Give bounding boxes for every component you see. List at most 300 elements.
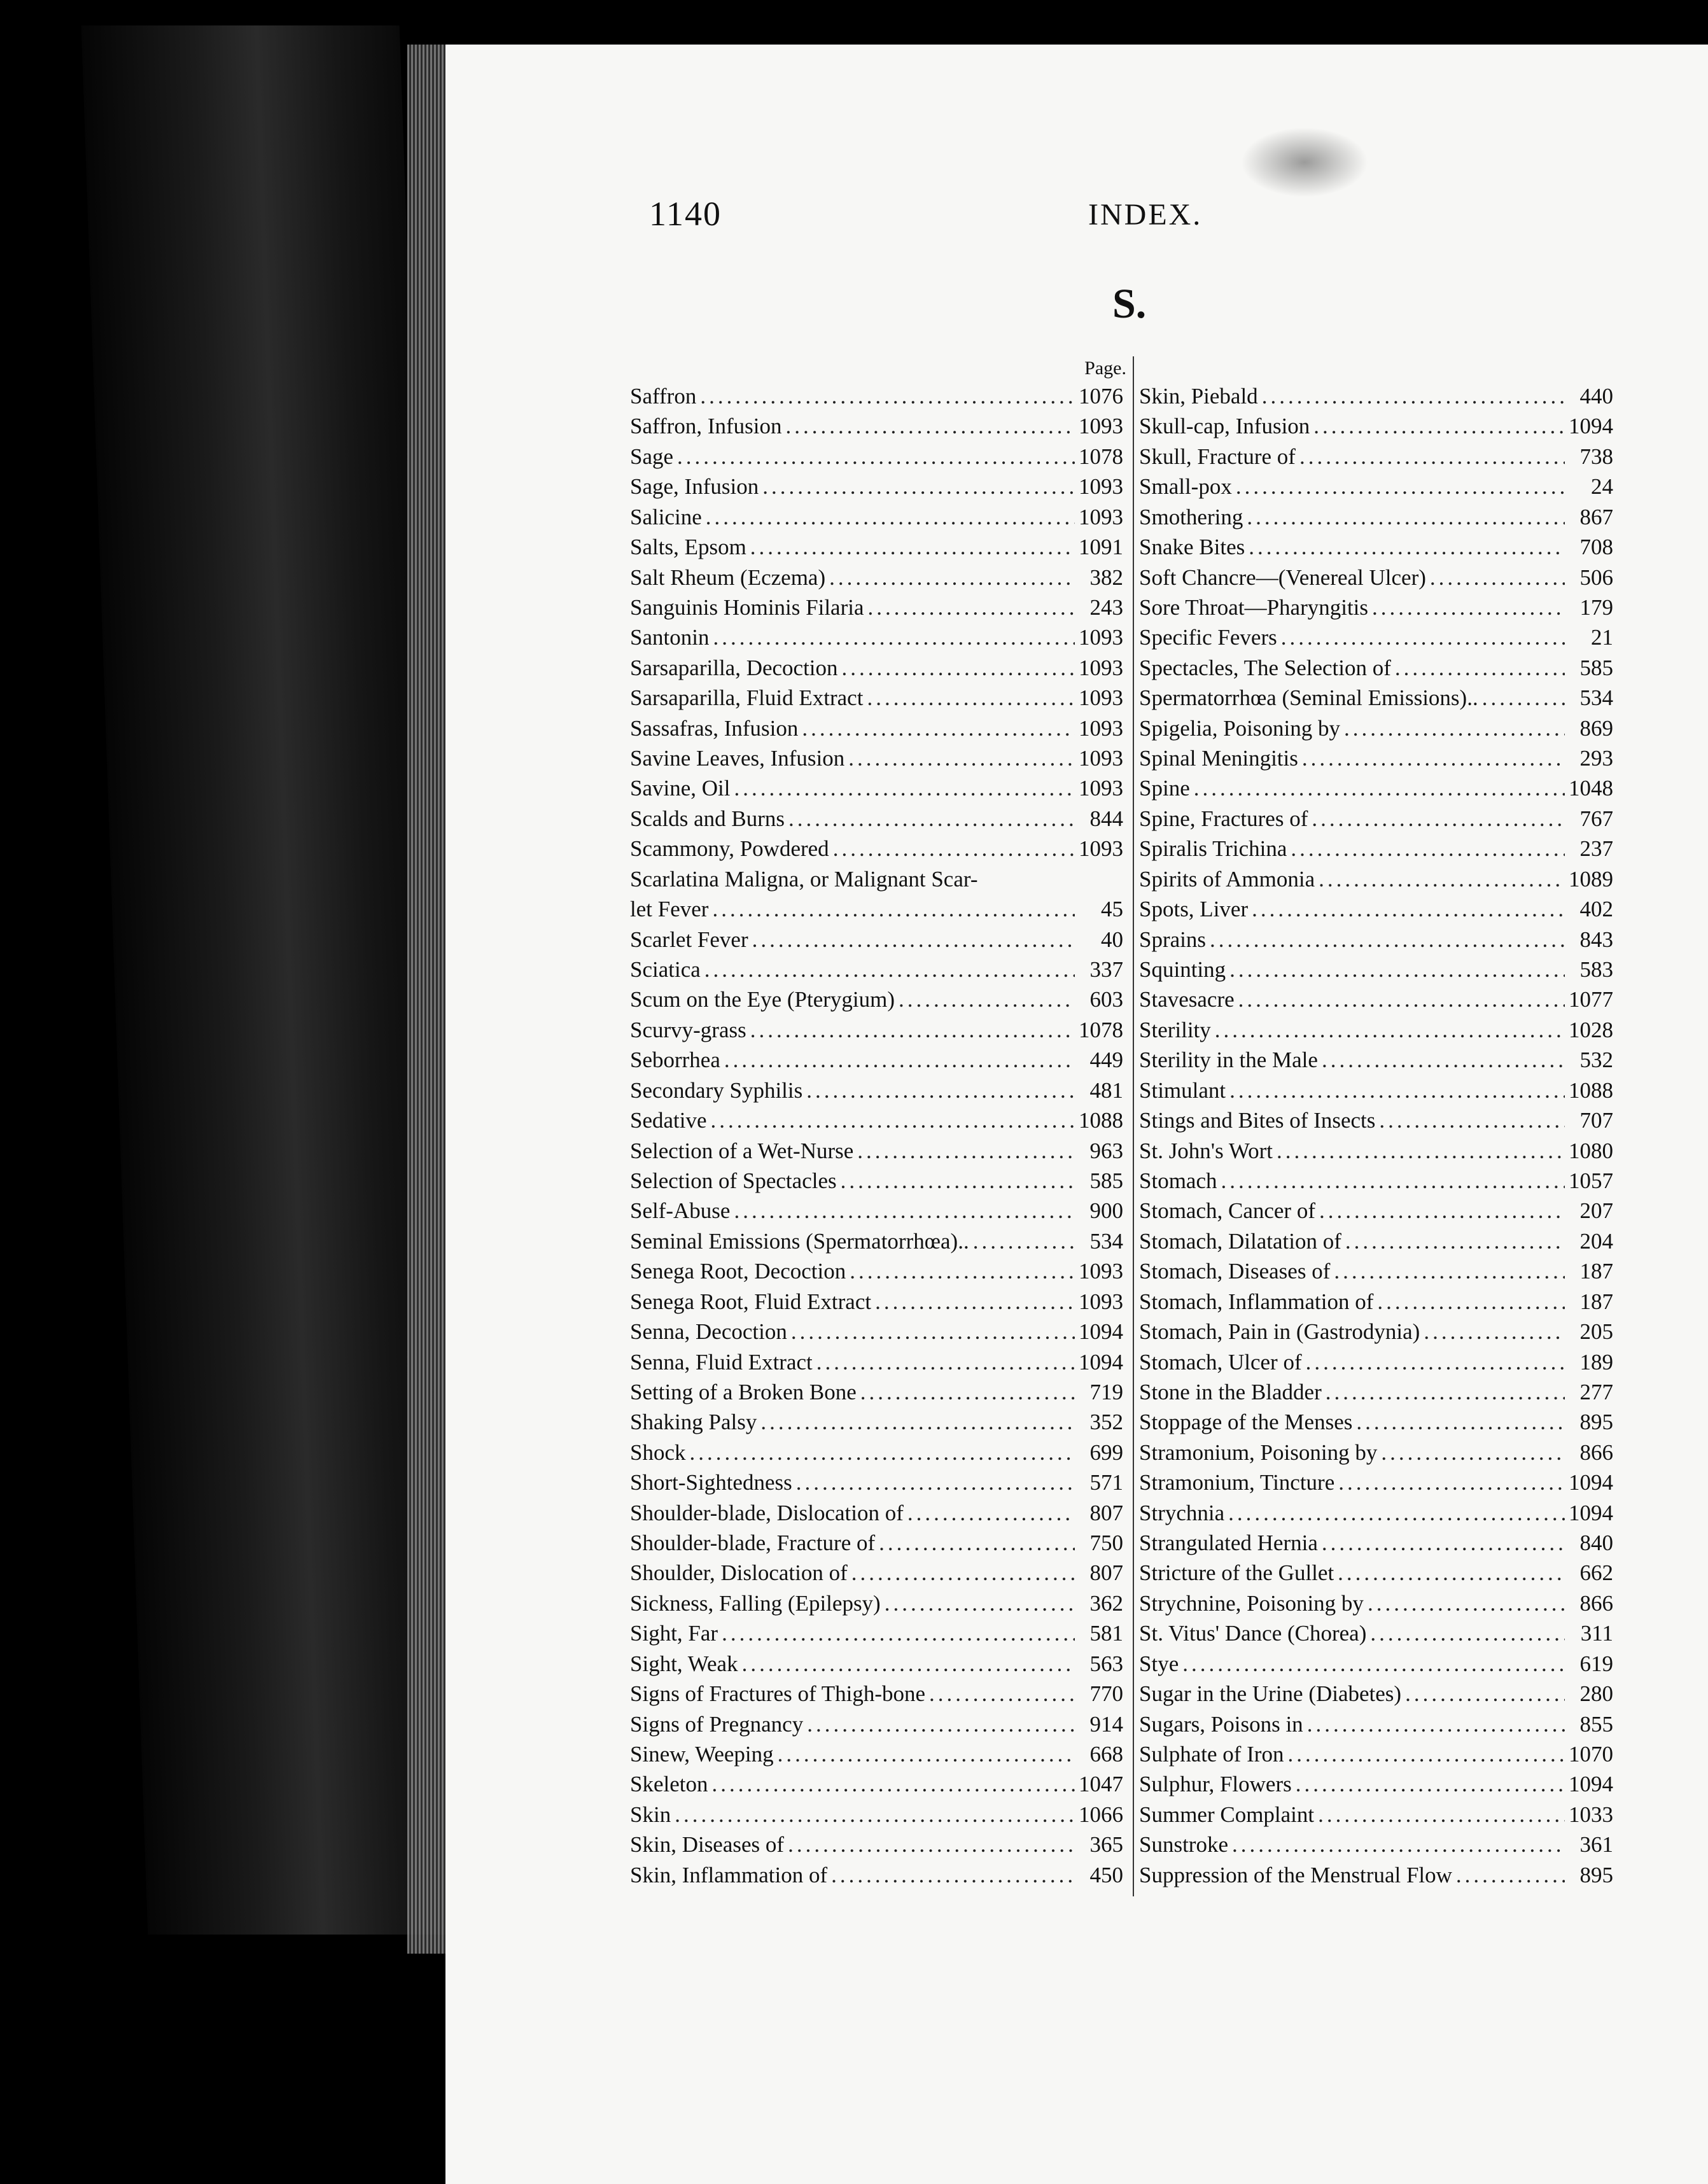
index-entry <box>630 1257 1123 1286</box>
entry-page: 204 <box>1579 1228 1613 1254</box>
index-entry <box>1139 1589 1613 1618</box>
dot-leader <box>1228 1499 1565 1528</box>
entry-page: 807 <box>1089 1560 1123 1586</box>
index-entry <box>630 1016 1123 1045</box>
entry-term: Senna, Decoction <box>630 1319 787 1345</box>
entry-page: 1078 <box>1079 1017 1123 1042</box>
dot-leader <box>1345 1227 1565 1256</box>
dot-leader <box>850 1257 1075 1286</box>
dot-leader <box>1344 714 1565 743</box>
entry-page: 1091 <box>1079 535 1123 560</box>
entry-term: Stye <box>1139 1651 1179 1676</box>
entry-term: Saffron <box>630 384 697 409</box>
entry-term: Senega Root, Decoction <box>630 1259 846 1284</box>
entry-term: Snake Bites <box>1139 535 1245 560</box>
dot-leader <box>1319 1196 1565 1226</box>
dot-leader <box>875 1287 1075 1317</box>
dot-leader <box>722 1619 1075 1648</box>
index-entry <box>630 1529 1123 1558</box>
dot-leader <box>1229 1076 1565 1105</box>
page-title: INDEX. <box>1088 198 1203 232</box>
index-entry <box>1139 1619 1613 1648</box>
entry-page: 1093 <box>1079 1259 1123 1284</box>
entry-page: 293 <box>1579 746 1613 771</box>
entry-term: Scum on the Eye (Pterygium) <box>630 987 895 1012</box>
index-entry <box>1139 472 1613 501</box>
dot-leader <box>1318 1800 1565 1830</box>
entry-term: Stricture of the Gullet <box>1139 1560 1334 1586</box>
entry-term: Stomach <box>1139 1168 1217 1193</box>
dot-leader <box>1277 1137 1565 1166</box>
entry-page: 843 <box>1579 927 1613 952</box>
dot-leader <box>1299 442 1565 472</box>
entry-page: 1080 <box>1569 1138 1613 1163</box>
index-entry <box>1139 1830 1613 1859</box>
index-entry <box>630 1740 1123 1769</box>
entry-term: Sugar in the Urine (Diabetes) <box>1139 1681 1402 1707</box>
dot-leader <box>1281 623 1565 652</box>
entry-page: 1094 <box>1569 1500 1613 1525</box>
entry-term: Spigelia, Poisoning by <box>1139 715 1340 741</box>
entry-term: Selection of Spectacles <box>630 1168 837 1193</box>
entry-page: 187 <box>1579 1289 1613 1314</box>
dot-leader <box>907 1499 1075 1528</box>
dot-leader <box>1319 865 1565 894</box>
index-entry <box>1139 1649 1613 1679</box>
entry-term: Sugars, Poisons in <box>1139 1711 1303 1737</box>
index-entry <box>1139 593 1613 622</box>
entry-term: Setting of a Broken Bone <box>630 1379 857 1404</box>
dot-leader <box>868 593 1075 622</box>
dot-leader <box>929 1679 1075 1709</box>
entry-page: 585 <box>1089 1168 1123 1193</box>
entry-term: Sickness, Falling (Epilepsy) <box>630 1590 881 1616</box>
index-entry <box>630 1679 1123 1709</box>
entry-term: Savine, Oil <box>630 776 731 801</box>
index-entry <box>1139 804 1613 834</box>
dot-leader <box>1381 1438 1565 1467</box>
entry-term: Spine, Fractures of <box>1139 806 1308 831</box>
index-entry <box>630 1649 1123 1679</box>
index-entry <box>630 1861 1123 1890</box>
index-entry <box>1139 1740 1613 1769</box>
index-entry <box>1139 865 1613 894</box>
dot-leader <box>1482 683 1565 713</box>
entry-page: 207 <box>1579 1198 1613 1224</box>
entry-term: Suppression of the Menstrual Flow <box>1139 1862 1452 1887</box>
dot-leader <box>1322 1046 1565 1075</box>
index-entry <box>1139 1016 1613 1045</box>
entry-page: 699 <box>1089 1439 1123 1465</box>
entry-term: Santonin <box>630 625 710 650</box>
dot-leader <box>1370 1619 1565 1648</box>
entry-page: 869 <box>1579 715 1613 741</box>
entry-page: 362 <box>1089 1590 1123 1616</box>
index-entry <box>630 623 1123 652</box>
entry-term: Strychnia <box>1139 1500 1225 1525</box>
index-entry <box>630 1317 1123 1347</box>
entry-term: let Fever <box>630 897 709 922</box>
entry-term: Self-Abuse <box>630 1198 731 1224</box>
index-entry <box>1139 1499 1613 1528</box>
index-entry <box>1139 1257 1613 1286</box>
dot-leader <box>796 1468 1075 1497</box>
entry-page: 855 <box>1579 1711 1613 1737</box>
entry-page: 1094 <box>1079 1349 1123 1375</box>
entry-page: 1093 <box>1079 776 1123 801</box>
index-entry <box>630 804 1123 834</box>
dot-leader <box>1312 804 1565 834</box>
entry-term: Sanguinis Hominis Filaria <box>630 594 864 620</box>
entry-page: 352 <box>1089 1410 1123 1435</box>
entry-term: Sulphur, Flowers <box>1139 1772 1292 1797</box>
index-entry <box>630 955 1123 984</box>
entry-term: Spinal Meningitis <box>1139 746 1298 771</box>
entry-term: Senega Root, Fluid Extract <box>630 1289 872 1314</box>
entry-term: Spiralis Trichina <box>1139 836 1287 862</box>
entry-page: 40 <box>1101 927 1123 952</box>
entry-page: 361 <box>1579 1832 1613 1858</box>
entry-page: 1093 <box>1079 625 1123 650</box>
dot-leader <box>788 1830 1075 1859</box>
dot-leader <box>1377 1287 1565 1317</box>
entry-term: Skull, Fracture of <box>1139 444 1296 469</box>
index-entry <box>1139 1137 1613 1166</box>
dot-leader <box>879 1529 1075 1558</box>
entry-page: 1089 <box>1569 866 1613 892</box>
index-entry <box>1139 1558 1613 1588</box>
index-entry <box>630 1558 1123 1588</box>
entry-term: Stomach, Ulcer of <box>1139 1349 1302 1375</box>
entry-page: 1093 <box>1079 715 1123 741</box>
entry-page: 895 <box>1579 1410 1613 1435</box>
index-entry <box>1139 774 1613 803</box>
entry-page: 506 <box>1579 564 1613 590</box>
entry-page: 719 <box>1089 1379 1123 1404</box>
dot-leader <box>1229 955 1565 984</box>
index-entry <box>630 593 1123 622</box>
entry-page: 237 <box>1579 836 1613 862</box>
dot-leader <box>1405 1679 1565 1709</box>
entry-term: Scarlatina Maligna, or Malignant Scar- <box>630 866 978 892</box>
entry-term: Squinting <box>1139 957 1226 983</box>
entry-page: 449 <box>1089 1047 1123 1073</box>
section-letter: S. <box>1112 281 1147 327</box>
entry-page: 277 <box>1579 1379 1613 1404</box>
dot-leader <box>1322 1529 1565 1558</box>
dot-leader <box>712 895 1075 924</box>
index-entry <box>630 774 1123 803</box>
dot-leader <box>1368 1589 1565 1618</box>
index-entry <box>1139 1106 1613 1135</box>
entry-term: Stomach, Dilatation of <box>1139 1228 1341 1254</box>
dot-leader <box>677 442 1075 472</box>
entry-term: Sulphate of Iron <box>1139 1741 1284 1767</box>
index-entry <box>630 1287 1123 1317</box>
dot-leader <box>704 955 1075 984</box>
entry-page: 280 <box>1579 1681 1613 1707</box>
entry-page: 770 <box>1089 1681 1123 1707</box>
entry-term: Senna, Fluid Extract <box>630 1349 813 1375</box>
dot-leader <box>713 623 1075 652</box>
entry-page: 1094 <box>1569 414 1613 439</box>
entry-page: 481 <box>1089 1077 1123 1103</box>
index-entry <box>1139 533 1613 562</box>
dot-leader <box>1356 1408 1565 1437</box>
entry-page: 619 <box>1579 1651 1613 1676</box>
index-entry <box>630 744 1123 773</box>
entry-page: 534 <box>1579 685 1613 711</box>
dot-leader <box>700 382 1075 411</box>
index-entry <box>630 1468 1123 1497</box>
index-entry <box>630 1348 1123 1377</box>
right-index-column <box>1139 382 1613 1890</box>
entry-term: Stramonium, Tincture <box>1139 1470 1335 1495</box>
dot-leader <box>778 1740 1075 1769</box>
entry-page: 668 <box>1089 1741 1123 1767</box>
entry-term: Sage, Infusion <box>630 474 759 500</box>
index-entry <box>630 865 1123 894</box>
entry-page: 365 <box>1089 1832 1123 1858</box>
index-entry <box>1139 834 1613 864</box>
index-entry <box>1139 1227 1613 1256</box>
entry-page: 1088 <box>1569 1077 1613 1103</box>
entry-page: 311 <box>1580 1621 1613 1646</box>
dot-leader <box>675 1800 1075 1830</box>
dot-leader <box>833 834 1075 864</box>
index-entry <box>630 1770 1123 1799</box>
entry-term: Scurvy-grass <box>630 1017 746 1042</box>
entry-page: 840 <box>1579 1530 1613 1556</box>
index-entry <box>1139 1861 1613 1890</box>
dot-leader <box>1194 774 1565 803</box>
entry-term: Strychnine, Poisoning by <box>1139 1590 1364 1616</box>
entry-term: Sage <box>630 444 674 469</box>
index-entry <box>1139 1378 1613 1407</box>
column-divider <box>1133 356 1134 1896</box>
dot-leader <box>762 472 1075 501</box>
entry-term: Stone in the Bladder <box>1139 1379 1322 1404</box>
dot-leader <box>750 1016 1075 1045</box>
entry-term: Stimulant <box>1139 1077 1226 1103</box>
entry-page: 1078 <box>1079 444 1123 469</box>
page-number: 1140 <box>649 195 722 233</box>
index-entry <box>630 382 1123 411</box>
index-entry <box>1139 1679 1613 1709</box>
dot-leader <box>1252 895 1565 924</box>
index-entry <box>630 1166 1123 1196</box>
entry-term: Shock <box>630 1439 686 1465</box>
entry-term: Skin, Inflammation of <box>630 1862 828 1887</box>
index-entry <box>630 1106 1123 1135</box>
dot-leader <box>816 1348 1075 1377</box>
entry-page: 402 <box>1579 897 1613 922</box>
dot-leader <box>973 1227 1075 1256</box>
entry-term: Sterility <box>1139 1017 1211 1042</box>
entry-page: 1093 <box>1079 1289 1123 1314</box>
entry-page: 189 <box>1579 1349 1613 1375</box>
dot-leader <box>1379 1106 1565 1135</box>
dot-leader <box>734 1196 1075 1226</box>
entry-page: 1094 <box>1569 1470 1613 1495</box>
entry-term: Skin <box>630 1802 671 1827</box>
stain-mark <box>1241 127 1368 197</box>
entry-page: 1093 <box>1079 504 1123 529</box>
index-entry <box>1139 563 1613 592</box>
index-entry <box>1139 985 1613 1014</box>
dot-leader <box>706 503 1075 532</box>
dot-leader <box>1302 744 1565 773</box>
entry-term: Short-Sightedness <box>630 1470 792 1495</box>
index-entry <box>1139 1287 1613 1317</box>
entry-page: 866 <box>1579 1590 1613 1616</box>
index-entry <box>630 1137 1123 1166</box>
entry-page: 914 <box>1089 1711 1123 1737</box>
entry-page: 187 <box>1579 1259 1613 1284</box>
entry-page: 750 <box>1089 1530 1123 1556</box>
entry-term: Skeleton <box>630 1772 708 1797</box>
entry-term: Stramonium, Poisoning by <box>1139 1439 1378 1465</box>
entry-term: Shaking Palsy <box>630 1410 757 1435</box>
entry-term: St. John's Wort <box>1139 1138 1273 1163</box>
entry-term: Scalds and Burns <box>630 806 785 831</box>
entry-term: Stavesacre <box>1139 987 1235 1012</box>
dot-leader <box>711 1770 1075 1799</box>
dot-leader <box>851 1558 1075 1588</box>
entry-term: Scarlet Fever <box>630 927 748 952</box>
entry-page: 571 <box>1089 1470 1123 1495</box>
dot-leader <box>1296 1770 1565 1799</box>
index-entry <box>1139 412 1613 441</box>
index-entry <box>630 1046 1123 1075</box>
entry-page: 867 <box>1579 504 1613 529</box>
index-entry <box>630 1830 1123 1859</box>
entry-term: Spermatorrhœa (Seminal Emissions).. <box>1139 685 1478 711</box>
dot-leader <box>1215 1016 1565 1045</box>
dot-leader <box>867 683 1075 713</box>
entry-page: 866 <box>1579 1439 1613 1465</box>
entry-page: 1066 <box>1079 1802 1123 1827</box>
entry-term: Shoulder-blade, Fracture of <box>630 1530 876 1556</box>
dot-leader <box>1232 1830 1565 1859</box>
index-entry <box>1139 1196 1613 1226</box>
entry-page: 45 <box>1101 897 1123 922</box>
dot-leader <box>1287 1740 1565 1769</box>
index-entry <box>630 533 1123 562</box>
index-entry <box>1139 1770 1613 1799</box>
entry-term: Skin, Diseases of <box>630 1832 785 1858</box>
entry-page: 1047 <box>1079 1772 1123 1797</box>
dot-leader <box>1182 1649 1565 1679</box>
index-entry <box>1139 714 1613 743</box>
entry-term: Sight, Weak <box>630 1651 738 1676</box>
entry-page: 243 <box>1089 594 1123 620</box>
entry-term: Shoulder-blade, Dislocation of <box>630 1500 904 1525</box>
entry-page: 662 <box>1579 1560 1613 1586</box>
entry-term: Stomach, Inflammation of <box>1139 1289 1374 1314</box>
dot-leader <box>734 774 1075 803</box>
dot-leader <box>802 714 1075 743</box>
entry-page: 179 <box>1579 594 1613 620</box>
index-entry <box>630 654 1123 683</box>
index-entry <box>1139 1529 1613 1558</box>
entry-term: Stomach, Pain in (Gastrodynia) <box>1139 1319 1420 1345</box>
entry-term: Specific Fevers <box>1139 625 1277 650</box>
entry-term: Sarsaparilla, Decoction <box>630 655 838 680</box>
entry-term: Sassafras, Infusion <box>630 715 799 741</box>
entry-page: 585 <box>1579 655 1613 680</box>
index-entry <box>1139 744 1613 773</box>
entry-term: Summer Complaint <box>1139 1802 1315 1827</box>
dot-leader <box>860 1378 1075 1407</box>
dot-leader <box>760 1408 1075 1437</box>
entry-page: 738 <box>1579 444 1613 469</box>
entry-term: Sciatica <box>630 957 701 983</box>
entry-page: 1093 <box>1079 746 1123 771</box>
dot-leader <box>1313 412 1565 441</box>
index-entry <box>630 1196 1123 1226</box>
index-entry <box>630 925 1123 955</box>
dot-leader <box>1430 563 1565 592</box>
dot-leader <box>1306 1348 1565 1377</box>
entry-term: Soft Chancre—(Venereal Ulcer) <box>1139 564 1426 590</box>
dot-leader <box>690 1438 1075 1467</box>
dot-leader <box>885 1589 1075 1618</box>
dot-leader <box>711 1106 1075 1135</box>
entry-term: Strangulated Hernia <box>1139 1530 1318 1556</box>
entry-term: St. Vitus' Dance (Chorea) <box>1139 1621 1367 1646</box>
page-column-label: Page. <box>1084 358 1126 379</box>
dot-leader <box>842 654 1075 683</box>
dot-leader <box>786 412 1075 441</box>
dot-leader <box>831 1861 1075 1890</box>
dot-leader <box>724 1046 1075 1075</box>
index-entry <box>1139 1317 1613 1347</box>
index-entry <box>1139 1800 1613 1830</box>
index-entry <box>630 1438 1123 1467</box>
entry-term: Selection of a Wet-Nurse <box>630 1138 854 1163</box>
index-entry <box>630 1499 1123 1528</box>
index-entry <box>630 1408 1123 1437</box>
entry-term: Sarsaparilla, Fluid Extract <box>630 685 864 711</box>
dot-leader <box>1238 985 1565 1014</box>
entry-term: Small-pox <box>1139 474 1232 500</box>
dot-leader <box>829 563 1075 592</box>
entry-term: Salts, Epsom <box>630 535 746 560</box>
entry-page: 1094 <box>1079 1319 1123 1345</box>
entry-term: Saffron, Infusion <box>630 414 782 439</box>
index-entry <box>630 895 1123 924</box>
entry-page: 603 <box>1089 987 1123 1012</box>
index-entry <box>630 472 1123 501</box>
index-entry <box>1139 623 1613 652</box>
index-entry <box>1139 1438 1613 1467</box>
dot-leader <box>1247 503 1565 532</box>
index-entry <box>1139 1408 1613 1437</box>
index-entry <box>630 1619 1123 1648</box>
entry-page: 1093 <box>1079 414 1123 439</box>
dot-leader <box>1262 382 1565 411</box>
index-entry <box>1139 1468 1613 1497</box>
index-entry <box>630 1710 1123 1739</box>
entry-page: 1093 <box>1079 685 1123 711</box>
entry-term: Stoppage of the Menses <box>1139 1410 1353 1435</box>
index-entry <box>1139 503 1613 532</box>
index-entry <box>1139 895 1613 924</box>
dot-leader <box>857 1137 1075 1166</box>
entry-page: 337 <box>1089 957 1123 983</box>
entry-page: 900 <box>1089 1198 1123 1224</box>
